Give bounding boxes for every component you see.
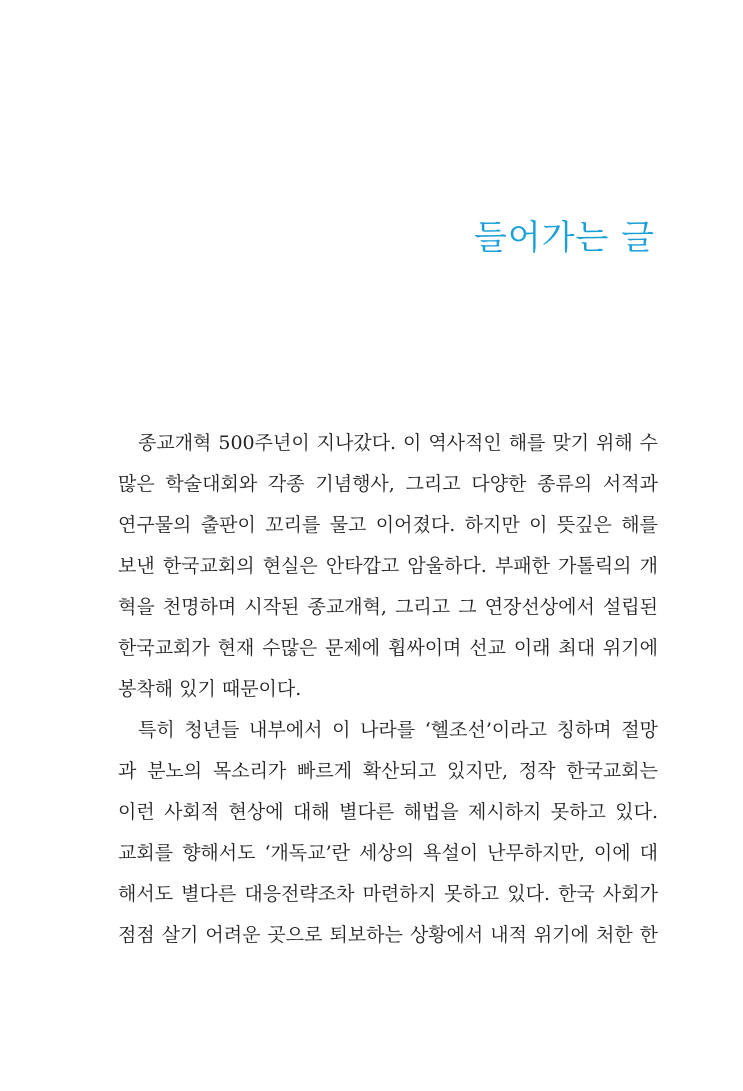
paragraph-1 (118, 423, 658, 710)
text-line: 한국교회가 현재 수많은 문제에 휩싸이며 선교 이래 최대 위기에 (118, 637, 658, 659)
body-text (118, 423, 658, 956)
text-line: 봉착해 있기 때문이다. (118, 678, 302, 700)
text-line: 교회를 향해서도 ‘개독교’란 세상의 욕설이 난무하지만, 이에 대 (118, 842, 658, 864)
text-line: 특히 청년들 내부에서 이 나라를 ‘헬조선’이라고 칭하며 절망 (138, 719, 658, 741)
paragraph-2 (118, 710, 658, 956)
text-line: 연구물의 출판이 꼬리를 물고 이어졌다. 하지만 이 뜻깊은 해를 (118, 514, 658, 536)
text-line: 혁을 천명하며 시작된 종교개혁, 그리고 그 연장선상에서 설립된 (118, 596, 658, 618)
text-line: 많은 학술대회와 각종 기념행사, 그리고 다양한 종류의 서적과 (118, 473, 658, 495)
chapter-title: 들어가는 글 (473, 217, 655, 258)
text-line: 종교개혁 500주년이 지나갔다. 이 역사적인 해를 맞기 위해 수 (138, 432, 658, 454)
text-line: 해서도 별다른 대응전략조차 마련하지 못하고 있다. 한국 사회가 (118, 883, 658, 905)
text-line: 보낸 한국교회의 현실은 안타깝고 암울하다. 부패한 가톨릭의 개 (118, 555, 658, 577)
text-line: 과 분노의 목소리가 빠르게 확산되고 있지만, 정작 한국교회는 (118, 760, 658, 782)
text-line: 이런 사회적 현상에 대해 별다른 해법을 제시하지 못하고 있다. (118, 801, 658, 823)
text-line: 점점 살기 어려운 곳으로 퇴보하는 상황에서 내적 위기에 처한 한 (118, 924, 658, 946)
